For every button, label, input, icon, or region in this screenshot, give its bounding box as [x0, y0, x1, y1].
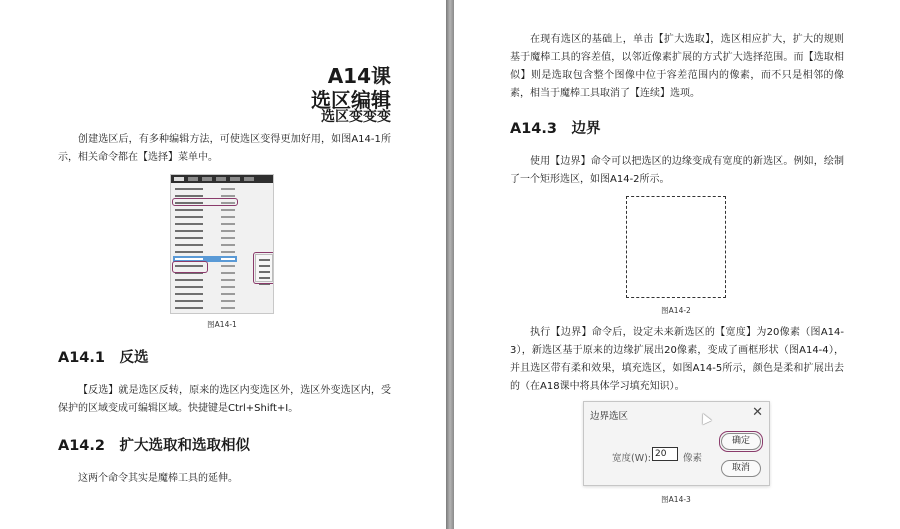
ok-button[interactable]: 确定: [721, 433, 761, 450]
rectangular-selection-figure: [626, 196, 726, 298]
highlight-ring: [719, 431, 763, 452]
width-label: 宽度(W):: [612, 453, 652, 464]
lesson-title: 选区编辑: [311, 88, 391, 112]
intro-paragraph: 创建选区后，有多种编辑方法，可使选区变得更加好用，如图A14-1所示，相关命令都在【选择】菜单中。: [58, 134, 391, 163]
paragraph: 在现有选区的基础上，单击【扩大选取】，选区相应扩大，扩大的规则基于魔棒工具的容差值，以邻近像素扩展的方式扩大选择范围。而【选取相似】则是选取包含整个图像中位于容差范围内的像素，而不只是相邻的像素，相当于魔棒工具取消了【连续】选项。: [510, 34, 844, 99]
lesson-subtitle: 选区变变变: [321, 109, 391, 125]
lesson-number: A14课: [327, 64, 391, 88]
figure-caption: 图A14-2: [661, 306, 691, 315]
menu-bar: [171, 175, 273, 183]
book-gutter: [446, 0, 454, 529]
highlight-ring: [253, 252, 274, 284]
select-menu-screenshot: [170, 174, 274, 314]
figure-caption: 图A14-3: [661, 495, 691, 504]
dialog-title: 边界选区: [590, 411, 629, 422]
left-page: [0, 0, 446, 529]
section-heading: A14.1 反选: [58, 350, 149, 366]
paragraph: 执行【边界】命令后，设定未来新选区的【宽度】为20像素（图A14-3），新选区基于原来的边缘扩展出20像素，变成了画框形状（图A14-4），并且选区带有柔和效果，填充选区，如图A14-5所示，颜色是柔和扩展出去的（在A18课中将具体学习填充知识）。: [510, 327, 844, 392]
highlight-ring: [172, 198, 238, 206]
section-paragraph: 这两个命令其实是魔棒工具的延伸。: [78, 473, 238, 484]
mouse-cursor-icon: [698, 411, 711, 424]
unit-label: 像素: [683, 453, 703, 464]
paragraph: 使用【边界】命令可以把选区的边缘变成有宽度的新选区。例如，绘制了一个矩形选区，如图A14-2所示。: [510, 156, 844, 185]
close-icon[interactable]: ✕: [752, 405, 763, 420]
cancel-button[interactable]: 取消: [721, 460, 761, 477]
section-heading: A14.3 边界: [510, 121, 601, 137]
right-page: [454, 0, 900, 529]
figure-caption: 图A14-1: [207, 320, 237, 329]
section-paragraph: 【反选】就是选区反转，原来的选区内变选区外，选区外变选区内，受保护的区域变成可编辑区域。快捷键是Ctrl+Shift+I。: [58, 385, 391, 414]
section-heading: A14.2 扩大选取和选取相似: [58, 438, 250, 454]
width-input[interactable]: 20: [652, 447, 678, 461]
border-selection-dialog: [583, 401, 770, 486]
highlight-ring: [172, 261, 208, 273]
